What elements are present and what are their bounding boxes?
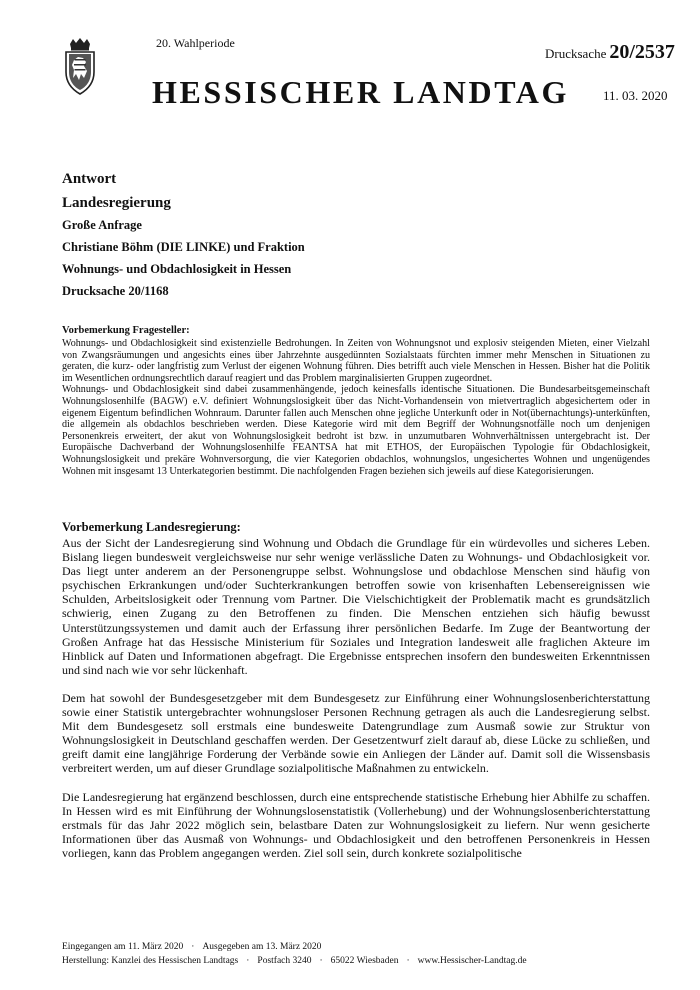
vorbemerkung-landesregierung-title: Vorbemerkung Landesregierung: — [62, 520, 241, 534]
footer-herstellung: Herstellung: Kanzlei des Hessischen Landtags — [62, 956, 239, 966]
footer-website-link[interactable]: www.Hessischer-Landtag.de — [417, 956, 527, 966]
drucksache-label: Drucksache — [545, 46, 607, 61]
meta-drucksache: Drucksache 20/1168 — [62, 284, 169, 298]
wahlperiode: 20. Wahlperiode — [156, 36, 235, 50]
drucksache-number: 20/2537 — [609, 41, 675, 63]
drucksache-header — [545, 41, 675, 64]
footer-eingegangen: Eingegangen am 11. März 2020 — [62, 942, 184, 952]
meta-fragesteller: Christiane Böhm (DIE LINKE) und Fraktion — [62, 240, 305, 254]
paragraph: Wohnungs- und Obdachlosigkeit sind dabei zusammenhängende, jedoch keinesfalls identische Situationen. Die Bundesarbeitsgemeinschaft Wohnungslosenhilfe (BAGW) e.V. definiert Wohnungslosigkeit über das Nicht-Vorhandensein von mietvertraglich abgesichertem oder in eigenem Eigentum befindlichen Wohnraum. Darunter fallen auch Menschen ohne jegliche Unterkunft oder in Not(übernachtungs)-unterkünften, die allgemein als obdachlos beschrieben werden. Diese Kategorie wird mit dem Begriff der Wohnungsnotfälle noch um denjenigen Personenkreis erweitert, der akut von Wohnungslosigkeit bedroht ist bzw. in unzumutbaren Wohnverhältnissen untergebracht ist. Der Europäische Dachverband der Wohnungslosenhilfe FEANTSA hat mit ETHOS, der Europäischen Typologie für Obdachlosigkeit, Wohnungslosigkeit und prekäre Wohnversorgung, die vier Kategorien obdachlos, wohnungslos, ungesichertes Wohnen und ungenügendes Wohnen mit insgesamt 13 Unterkategorien bestimmt. Die nachfolgenden Fragen beziehen sich jeweils auf diese Kategorisierungen. — [62, 384, 650, 477]
vorbemerkung-fragesteller-title: Vorbemerkung Fragesteller: — [62, 325, 190, 336]
footer-ort: 65022 Wiesbaden — [330, 956, 399, 966]
paragraph: Wohnungs- und Obdachlosigkeit sind existenzielle Bedrohungen. In Zeiten von Wohnungsnot und explosiv steigenden Mieten, einer Vielzahl von Zwangsräumungen und angesichts eines über Jahrzehnte ausgedünnten Sozialstaats fürchten immer mehr Menschen in Situationen zu geraten, die kurz- oder langfristig zum Verlust der eigenen Wohnung führen. Dies betrifft auch viele Menschen in Hessen. Bisher hat die Politik im Wesentlichen ordnungsrechtlich darauf reagiert und das Problem marginalisierten Gruppen zugeordnet. — [62, 338, 650, 384]
footer-ausgegeben: Ausgegeben am 13. März 2020 — [202, 942, 322, 952]
document-meta — [62, 171, 305, 306]
paragraph: Dem hat sowohl der Bundesgesetzgeber mit dem Bundesgesetz zur Einführung einer Wohnungslosenberichterstattung sowie einer Statistik untergebrachter wohnungsloser Personen Rechnung getragen als auch die Landesregierung selbst. Mit dem Bundesgesetz soll erstmals eine bundesweite Datengrundlage zum Ausmaß sowie zur Struktur von Wohnungslosigkeit in Deutschland geschaffen werden. Der Gesetzentwurf zielt darauf ab, diese Lücke zu schließen, und greift damit eine langjährige Forderung der Verbände sowie ein Anliegen der Länder auf. Damit soll die Wissensbasis verbreitert werden, um auf dieser Grundlage sozialpolitische Maßnahmen zu entwickeln. — [62, 690, 650, 776]
footer-postfach: Postfach 3240 — [257, 956, 312, 966]
page-footer — [62, 940, 527, 968]
vorbemerkung-landesregierung-text — [62, 536, 650, 874]
paragraph: Aus der Sicht der Landesregierung sind Wohnung und Obdach die Grundlage für ein würdevolles und sicheres Leben. Bislang liegen bundesweit vergleichsweise nur sehr wenige verlässliche Daten zu Wohnungs- und Obdachlosigkeit vor. Das liegt unter anderem an der Personengruppe selbst. Wohnungslose und obdachlose Menschen sind häufig von psychischen Erkrankungen und/oder Suchterkrankungen betroffen sowie von krisenhaften Lebensereignissen wie Schulden, Arbeitslosigkeit oder Trennung vom Partner. Die Vielschichtigkeit der Problematik macht es grundsätzlich schwierig, einen Zugang zu den Betroffenen zu finden. Die Menschen entziehen sich häufig bewusst Unterstützungssystemen und damit auch der Erfassung ihrer persönlichen Bedarfe. Im Zuge der Beantwortung der Großen Anfrage hat das Hessische Ministerium für Soziales und Integration landesweit alle fraglichen Akteure im Hinblick auf Daten und Informationen abgefragt. Die Ergebnisse entsprechen insofern den bundesweiten Erkenntnissen und sind nach wie vor sehr lückenhaft. — [62, 536, 650, 677]
parliament-title: HESSISCHER LANDTAG — [152, 74, 569, 110]
meta-anfrage: Große Anfrage — [62, 218, 142, 232]
vorbemerkung-fragesteller-text — [62, 338, 650, 477]
footer-line-dates: Eingegangen am 11. März 2020 · Ausgegeben am 13. März 2020 — [62, 942, 322, 952]
hessen-coat-of-arms-logo — [62, 38, 98, 96]
meta-landesregierung: Landesregierung — [62, 195, 171, 211]
footer-line-imprint: Herstellung: Kanzlei des Hessischen Landtags · Postfach 3240 · 65022 Wiesbaden · www.Hessischer-Landtag.de — [62, 956, 527, 966]
meta-antwort: Antwort — [62, 171, 117, 187]
paragraph: Die Landesregierung hat ergänzend beschlossen, durch eine entsprechende statistische Erhebung hier Abhilfe zu schaffen. In Hessen wird es mit Einführung der Wohnungslosenstatistik (Vollerhebung) und der Wohnungslosenberichterstattung erstmals für das Jahr 2022 möglich sein, belastbare Daten zur Wohnungslosigkeit zu liefern. Nur wenn gesicherte Informationen über das Ausmaß von Wohnungs- und Obdachlosigkeit und den betroffenen Personenkreis in Hessen vorliegen, kann das Problem angegangen werden. Ziel soll sein, durch konkrete sozialpolitische — [62, 789, 650, 860]
meta-thema: Wohnungs- und Obdachlosigkeit in Hessen — [62, 262, 292, 276]
document-date: 11. 03. 2020 — [603, 88, 668, 103]
